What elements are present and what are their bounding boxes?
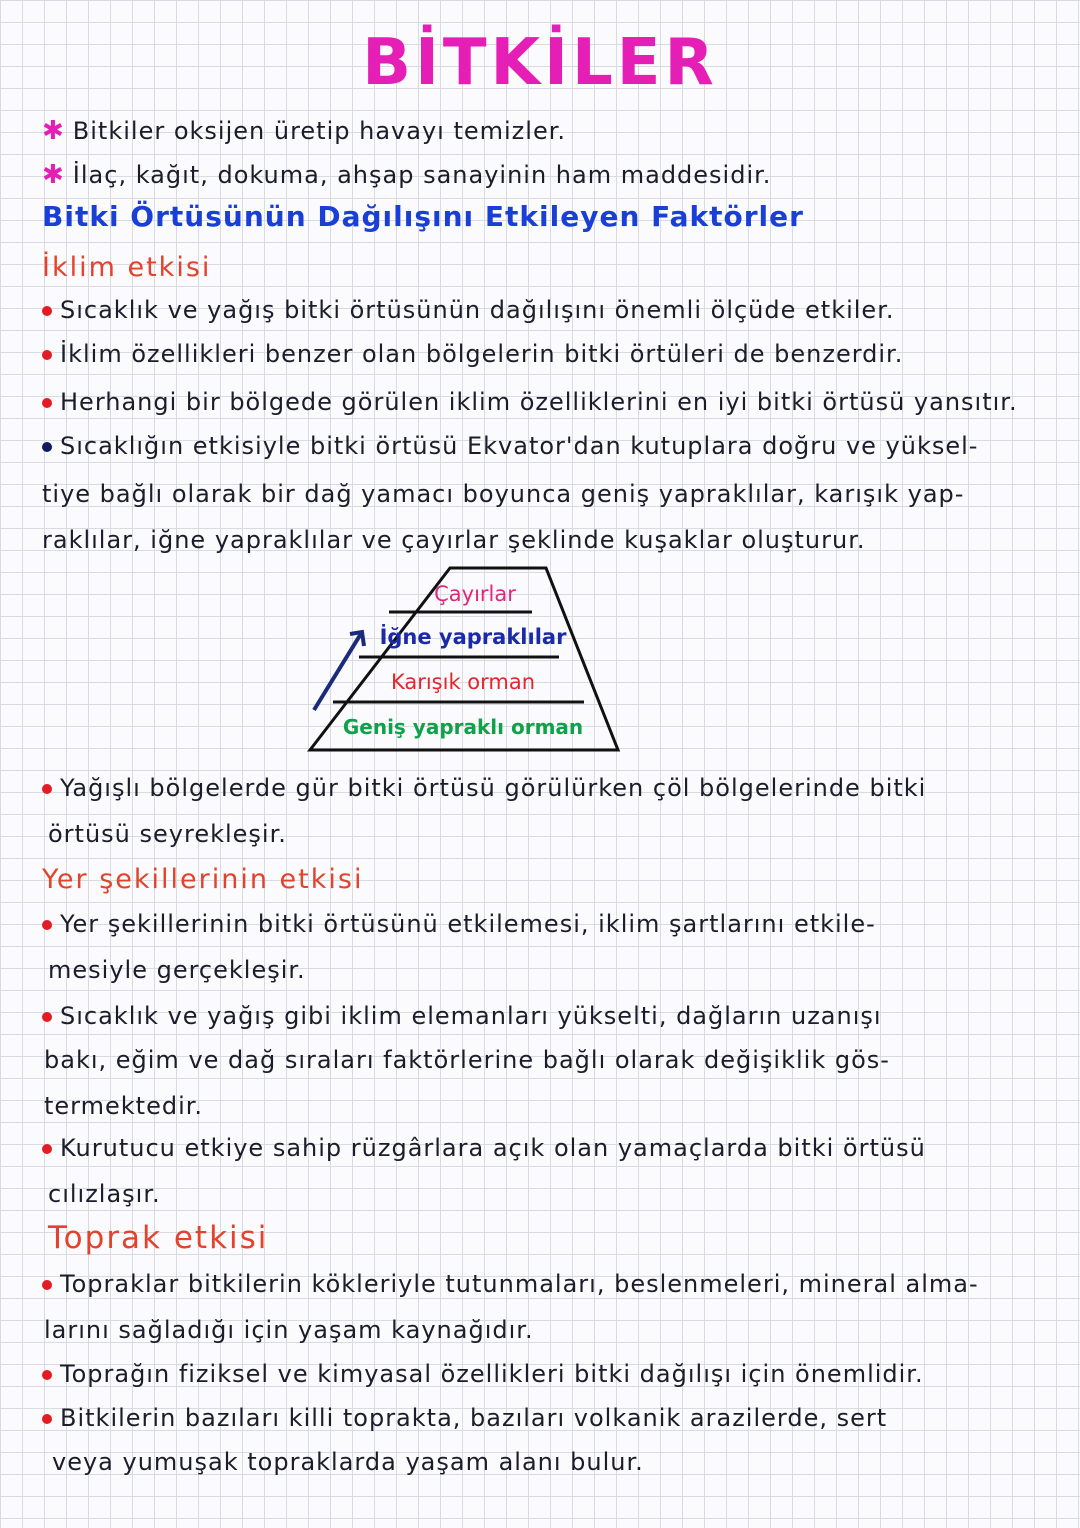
climate-heading: İklim etkisi (42, 252, 212, 283)
climate-bullet-3: Herhangi bir bölgede görülen iklim özelliklerini en iyi bitki örtüsü yansıtır. (42, 388, 1018, 416)
star-icon: ✱ (42, 160, 65, 190)
landforms-heading: Yer şekillerinin etkisi (42, 864, 364, 895)
bullet-icon (42, 1280, 52, 1290)
pyramid-layer-karisik: Karışık orman (390, 670, 536, 694)
soil-bullet-3: Bitkilerin bazıları killi toprakta, bazıları volkanik arazilerde, sert (42, 1404, 887, 1432)
soil-line-cont-2: veya yumuşak topraklarda yaşam alanı bulur. (52, 1448, 644, 1476)
bullet-icon (42, 442, 52, 452)
bullet-icon (42, 1414, 52, 1424)
landforms-bullet-3: Kurutucu etkiye sahip rüzgârlara açık olan yamaçlarda bitki örtüsü (42, 1134, 926, 1162)
bullet-icon (42, 350, 52, 360)
climate-bullet-2: İklim özellikleri benzer olan bölgelerin bitki örtüleri de benzerdir. (42, 340, 903, 368)
bullet-icon (42, 784, 52, 794)
star-icon: ✱ (42, 116, 65, 146)
landforms-line-cont-4: cılızlaşır. (48, 1180, 161, 1208)
bullet-icon (42, 1370, 52, 1380)
landforms-line-cont-2: bakı, eğim ve dağ sıraları faktörlerine bağlı olarak değişiklik gös- (44, 1046, 890, 1074)
soil-bullet-2: Toprağın fiziksel ve kimyasal özellikleri bitki dağılışı için önemlidir. (42, 1360, 924, 1388)
climate-bullet-1: Sıcaklık ve yağış bitki örtüsünün dağılışını önemli ölçüde etkiler. (42, 296, 894, 324)
intro-line-2: ✱ İlaç, kağıt, dokuma, ahşap sanayinin ham maddesidir. (42, 160, 772, 190)
soil-line-cont-1: larını sağladığı için yaşam kaynağıdır. (44, 1316, 534, 1344)
main-heading: Bitki Örtüsünün Dağılışını Etkileyen Faktörler (42, 200, 804, 233)
climate-line-cont-1: tiye bağlı olarak bir dağ yamacı boyunca geniş yapraklılar, karışık yap- (42, 480, 965, 508)
bullet-icon (42, 1012, 52, 1022)
landforms-line-cont-3: termektedir. (44, 1092, 204, 1120)
altitude-arrow-icon (314, 632, 362, 710)
intro-line-1: ✱ Bitkiler oksijen üretip havayı temizler. (42, 116, 566, 146)
climate-bullet-4: Sıcaklığın etkisiyle bitki örtüsü Ekvator'dan kutuplara doğru ve yüksel- (42, 432, 978, 460)
bullet-icon (42, 306, 52, 316)
bullet-icon (42, 1144, 52, 1154)
pyramid-layer-genis: Geniş yapraklı orman (342, 715, 584, 739)
landforms-bullet-1: Yer şekillerinin bitki örtüsünü etkilemesi, iklim şartlarını etkile- (42, 910, 876, 938)
soil-bullet-1: Topraklar bitkilerin kökleriyle tutunmaları, beslenmeleri, mineral alma- (42, 1270, 979, 1298)
landforms-line-cont-1: mesiyle gerçekleşir. (48, 956, 306, 984)
climate-after-cont: örtüsü seyrekleşir. (48, 820, 287, 848)
page-title: BİTKİLER (362, 26, 718, 100)
climate-line-cont-2: raklılar, iğne yapraklılar ve çayırlar şeklinde kuşaklar oluşturur. (42, 526, 866, 554)
vegetation-pyramid-diagram (300, 560, 630, 760)
climate-after-bullet: Yağışlı bölgelerde gür bitki örtüsü görülürken çöl bölgelerinde bitki (42, 774, 926, 802)
landforms-bullet-2: Sıcaklık ve yağış gibi iklim elemanları yükselti, dağların uzanışı (42, 1002, 882, 1030)
pyramid-layer-cayirlar: Çayırlar (434, 582, 516, 606)
bullet-icon (42, 398, 52, 408)
pyramid-layer-igne: İğne yapraklılar (379, 625, 567, 649)
bullet-icon (42, 920, 52, 930)
soil-heading: Toprak etkisi (48, 1220, 269, 1256)
